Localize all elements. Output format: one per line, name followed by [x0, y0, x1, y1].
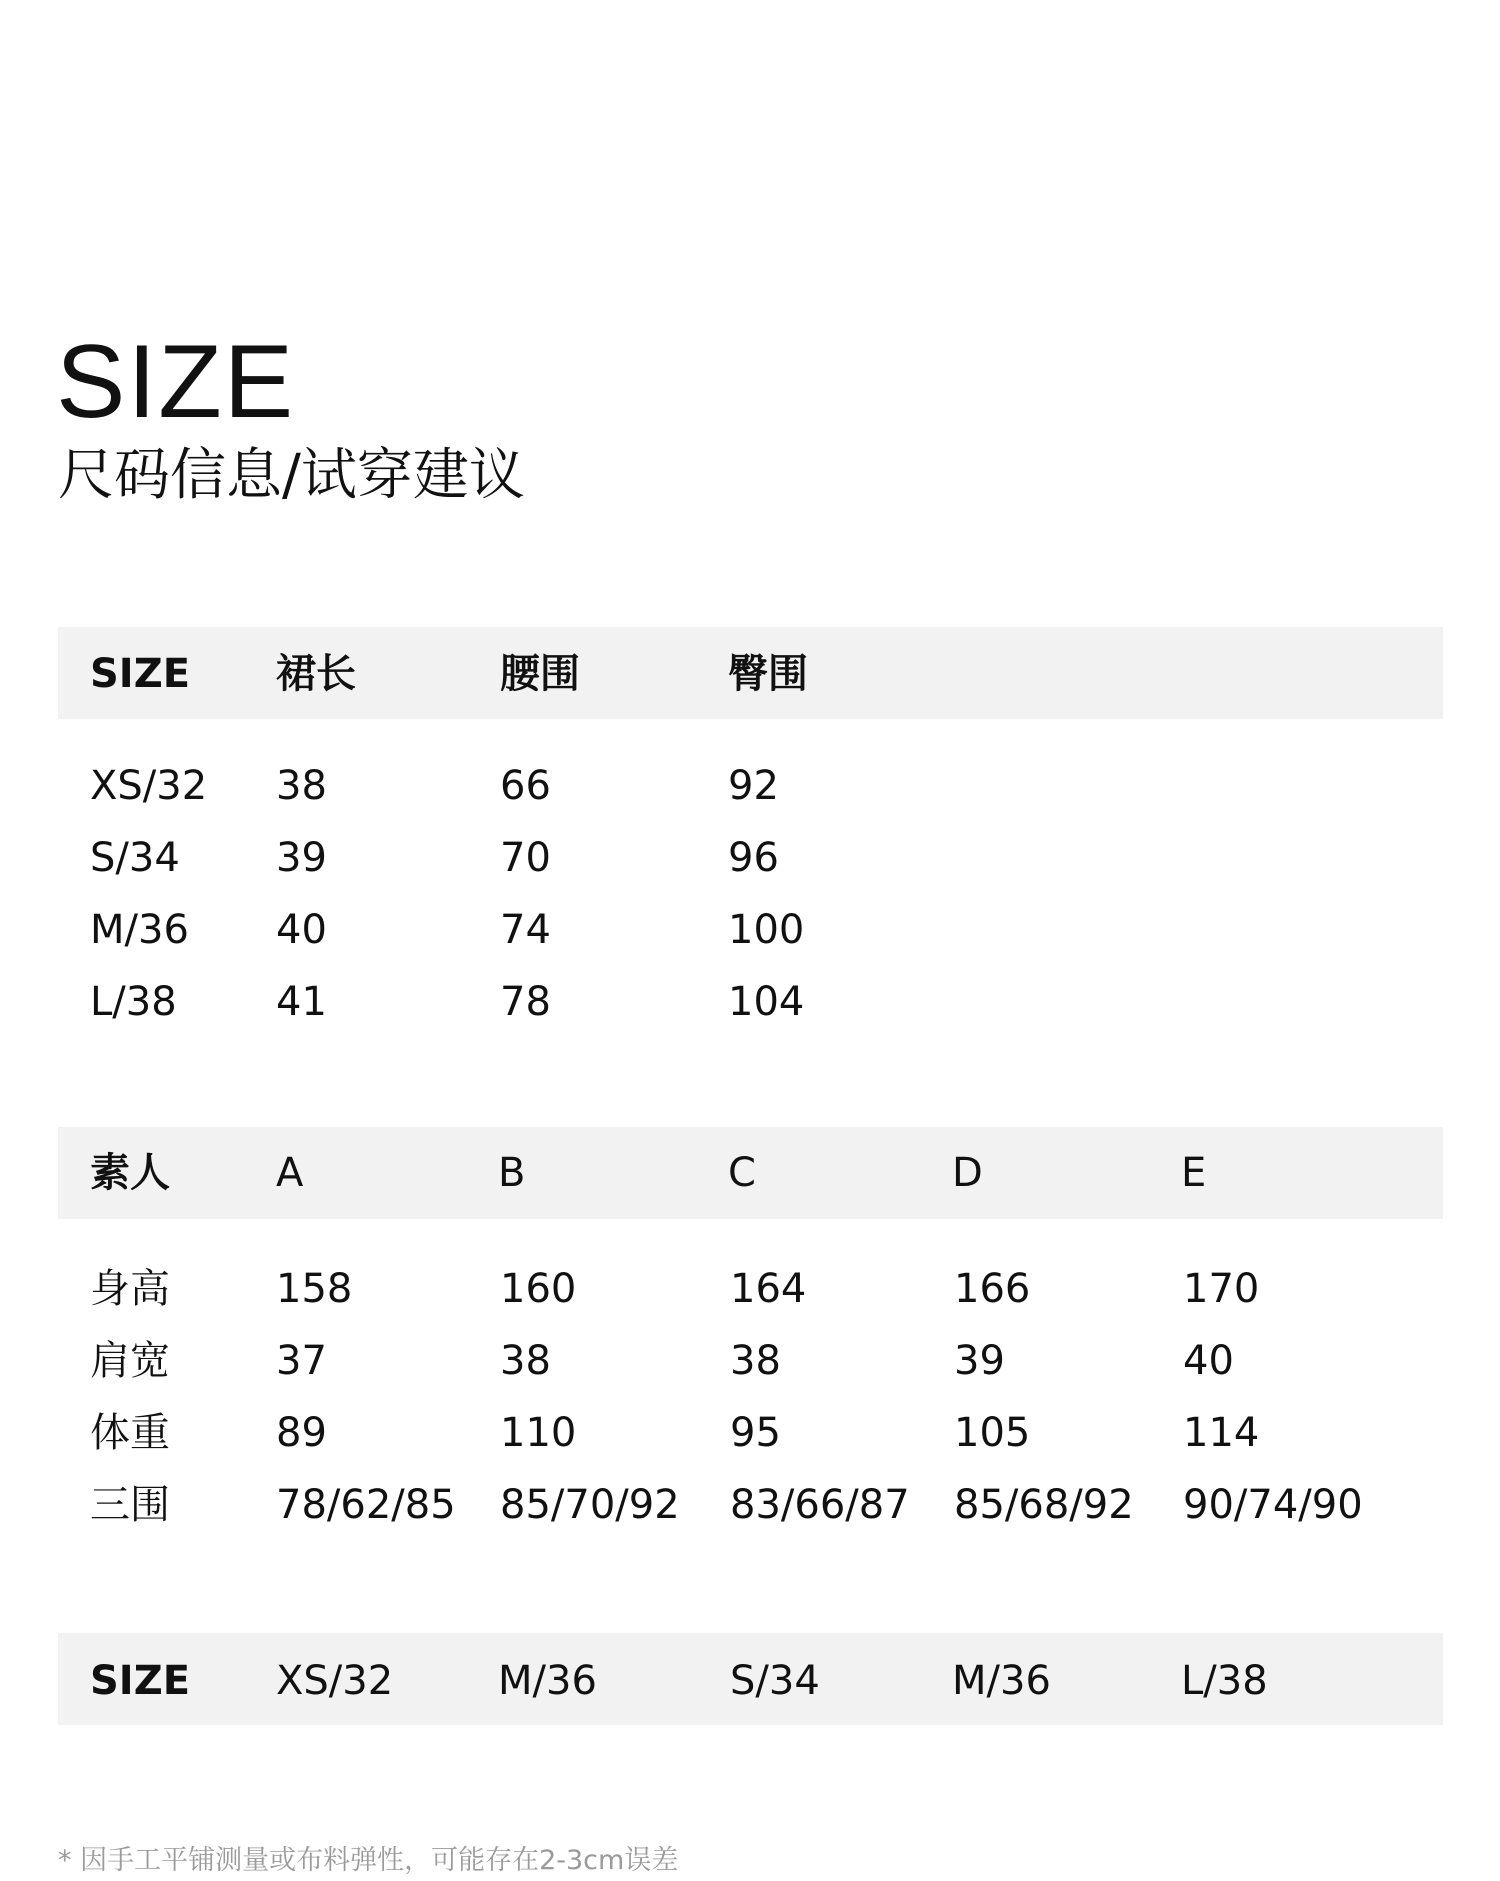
model-table-cell: 114: [1183, 1410, 1260, 1456]
model-table-cell: 三围: [90, 1482, 170, 1528]
model-table-cell: 肩宽: [90, 1338, 170, 1384]
model-table-cell: 166: [954, 1266, 1031, 1312]
size-table-cell: 104: [728, 979, 805, 1025]
size-table-header-cell: SIZE: [90, 651, 191, 697]
model-table-cell: 105: [954, 1410, 1031, 1456]
fit-size-cell: L/38: [1181, 1658, 1268, 1704]
model-table-header-cell: A: [276, 1150, 304, 1196]
model-table-cell: 39: [954, 1338, 1005, 1384]
model-table-header-cell: D: [952, 1150, 983, 1196]
model-table-cell: 78/62/85: [276, 1482, 456, 1528]
model-table-cell: 164: [730, 1266, 807, 1312]
model-table-cell: 95: [730, 1410, 781, 1456]
size-table-cell: M/36: [90, 907, 189, 953]
size-table-cell: 40: [276, 907, 327, 953]
model-table-cell: 85/68/92: [954, 1482, 1134, 1528]
measurement-note: * 因手工平铺测量或布料弹性，可能存在2-3cm误差: [58, 1845, 679, 1876]
size-table-cell: 39: [276, 835, 327, 881]
model-table-cell: 90/74/90: [1183, 1482, 1363, 1528]
model-table-cell: 体重: [90, 1410, 170, 1456]
size-table-cell: 96: [728, 835, 779, 881]
model-table-cell: 89: [276, 1410, 327, 1456]
fit-size-cell: M/36: [952, 1658, 1051, 1704]
size-table-cell: 66: [500, 763, 551, 809]
model-table-cell: 40: [1183, 1338, 1234, 1384]
model-table-cell: 158: [276, 1266, 353, 1312]
model-table-cell: 37: [276, 1338, 327, 1384]
fit-size-label: SIZE: [90, 1658, 191, 1704]
fit-size-cell: M/36: [498, 1658, 597, 1704]
model-table-header-cell: C: [728, 1150, 756, 1196]
model-table-cell: 身高: [90, 1266, 170, 1312]
page-title: SIZE: [56, 324, 296, 440]
page-subtitle: 尺码信息/试穿建议: [58, 443, 525, 508]
size-table-cell: L/38: [90, 979, 177, 1025]
size-table-header-cell: 腰围: [500, 651, 580, 697]
size-table-cell: 92: [728, 763, 779, 809]
model-table-cell: 85/70/92: [500, 1482, 680, 1528]
size-table-cell: 78: [500, 979, 551, 1025]
model-table-header-cell: 素人: [90, 1150, 170, 1196]
size-table-cell: 41: [276, 979, 327, 1025]
size-table-header-cell: 裙长: [276, 651, 356, 697]
size-table-cell: 38: [276, 763, 327, 809]
size-table-cell: XS/32: [90, 763, 208, 809]
model-table-header-cell: B: [498, 1150, 526, 1196]
size-table-cell: 74: [500, 907, 551, 953]
size-table-header-cell: 臀围: [728, 651, 808, 697]
fit-size-cell: S/34: [730, 1658, 820, 1704]
model-table-cell: 160: [500, 1266, 577, 1312]
model-table-cell: 83/66/87: [730, 1482, 910, 1528]
model-table-cell: 38: [730, 1338, 781, 1384]
size-table-cell: S/34: [90, 835, 180, 881]
fit-size-cell: XS/32: [276, 1658, 394, 1704]
model-table-cell: 38: [500, 1338, 551, 1384]
model-table-header-cell: E: [1181, 1150, 1207, 1196]
model-table-cell: 170: [1183, 1266, 1260, 1312]
size-table-cell: 70: [500, 835, 551, 881]
model-table-cell: 110: [500, 1410, 577, 1456]
size-table-cell: 100: [728, 907, 805, 953]
